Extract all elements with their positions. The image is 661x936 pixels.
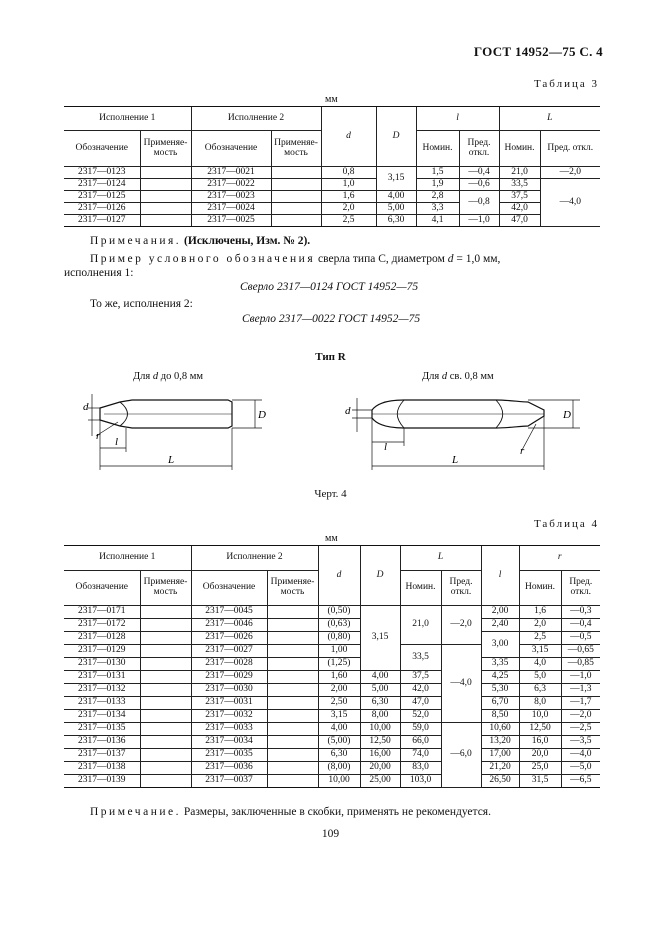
table-row — [64, 203, 600, 215]
cell: 25,0 — [519, 762, 561, 775]
note-2-label: Примечание. — [90, 806, 181, 818]
cell: 16,0 — [519, 736, 561, 749]
cell: —0,8 — [459, 191, 499, 215]
cell: 8,0 — [519, 697, 561, 710]
cell: 2317—0046 — [191, 619, 267, 632]
right-L-label: L — [452, 454, 459, 466]
th-oboz1: Обозначение — [64, 571, 140, 606]
cell: 3,3 — [416, 203, 459, 215]
cell — [267, 697, 318, 710]
table-row — [64, 710, 600, 723]
cell — [140, 723, 191, 736]
cell: 6,30 — [318, 749, 360, 762]
th-prim2: Применяе-мость — [271, 131, 321, 167]
cell: 16,00 — [360, 749, 400, 762]
cell — [271, 191, 321, 203]
cell — [271, 179, 321, 191]
cell: 12,50 — [360, 736, 400, 749]
th-D: D — [376, 107, 416, 167]
cell: —0,5 — [561, 632, 600, 645]
table-row — [64, 762, 600, 775]
th-L-nom: Номин. — [400, 571, 441, 606]
cell: 2317—0045 — [191, 606, 267, 619]
cell: 2317—0034 — [191, 736, 267, 749]
cell — [140, 203, 191, 215]
cell: 52,0 — [400, 710, 441, 723]
th-prim1: Применяе-мость — [140, 571, 191, 606]
th-oboz1: Обозначение — [64, 131, 140, 167]
cell — [140, 684, 191, 697]
cell: —0,4 — [561, 619, 600, 632]
cell: 2317—0139 — [64, 775, 140, 788]
cell: 2317—0133 — [64, 697, 140, 710]
cell: —1,7 — [561, 697, 600, 710]
cell: —1,0 — [459, 215, 499, 227]
cell: 4,1 — [416, 215, 459, 227]
cell: 21,0 — [499, 167, 540, 179]
th-L: L — [400, 546, 481, 571]
cell — [140, 671, 191, 684]
cell: 2317—0128 — [64, 632, 140, 645]
cell: 47,0 — [400, 697, 441, 710]
cell: 2317—0125 — [64, 191, 140, 203]
th-oboz2: Обозначение — [191, 131, 271, 167]
cell: —4,0 — [561, 749, 600, 762]
th-L-pred: Пред. откл. — [441, 571, 481, 606]
cell: 2317—0030 — [191, 684, 267, 697]
th-r-nom: Номин. — [519, 571, 561, 606]
cell: 2317—0171 — [64, 606, 140, 619]
th-L: L — [499, 107, 600, 131]
cell: 2317—0138 — [64, 762, 140, 775]
th-d: d — [321, 107, 376, 167]
cell — [271, 215, 321, 227]
cell: 2317—0032 — [191, 710, 267, 723]
cell: 2,00 — [481, 606, 519, 619]
cell: 2,00 — [318, 684, 360, 697]
cell: 6,30 — [360, 697, 400, 710]
table-row — [64, 167, 600, 179]
figure-title: Тип R — [315, 351, 346, 363]
cell: 8,50 — [481, 710, 519, 723]
cell: 4,00 — [360, 671, 400, 684]
drill-drawing — [0, 380, 661, 480]
cell: 2317—0033 — [191, 723, 267, 736]
cell: 47,0 — [499, 215, 540, 227]
note-2-text: Размеры, заключенные в скобки, применять не рекомендуется. — [183, 806, 491, 818]
cell: 5,00 — [360, 684, 400, 697]
cell: 2317—0031 — [191, 697, 267, 710]
cell: 33,5 — [499, 179, 540, 191]
cell: —2,5 — [561, 723, 600, 736]
cell — [140, 619, 191, 632]
figure-caption: Черт. 4 — [314, 488, 347, 500]
cell: —2,0 — [561, 710, 600, 723]
th-l-pred: Пред. откл. — [459, 131, 499, 167]
cell — [140, 606, 191, 619]
left-d-label: d — [83, 401, 89, 413]
cell: 37,5 — [400, 671, 441, 684]
cell: 5,00 — [376, 203, 416, 215]
cell: 6,3 — [519, 684, 561, 697]
cell: 5,30 — [481, 684, 519, 697]
cell: 2317—0137 — [64, 749, 140, 762]
right-D-label: D — [563, 409, 571, 421]
note-1-text: (Исключены, Изм. № 2). — [184, 235, 311, 247]
example-text-b: = 1,0 мм, — [456, 253, 501, 265]
right-l-label: l — [384, 441, 388, 453]
table-row — [64, 658, 600, 671]
cell — [267, 775, 318, 788]
cell: 2317—0124 — [64, 179, 140, 191]
cell: 42,0 — [400, 684, 441, 697]
cell: 0,8 — [321, 167, 376, 179]
cell: 33,5 — [400, 645, 441, 671]
cell: 2317—0127 — [64, 215, 140, 227]
designation-1: Сверло 2317—0124 ГОСТ 14952—75 — [240, 281, 419, 293]
cell: —2,0 — [540, 167, 600, 179]
cell: —0,65 — [561, 645, 600, 658]
cell: —6,0 — [441, 723, 481, 788]
right-caption-b: св. 0,8 мм — [449, 371, 494, 382]
cell: (0,63) — [318, 619, 360, 632]
cell: 2317—0021 — [191, 167, 271, 179]
cell — [267, 736, 318, 749]
cell: 2,5 — [321, 215, 376, 227]
example-text-c: исполнения 1: — [64, 267, 134, 279]
th-isp1: Исполнение 1 — [64, 107, 191, 131]
cell: 66,0 — [400, 736, 441, 749]
cell: 1,9 — [416, 179, 459, 191]
cell: 2317—0132 — [64, 684, 140, 697]
cell: 21,20 — [481, 762, 519, 775]
cell: 2,0 — [519, 619, 561, 632]
cell: 83,0 — [400, 762, 441, 775]
cell: 103,0 — [400, 775, 441, 788]
table-row — [64, 191, 600, 203]
cell: —2,0 — [441, 606, 481, 645]
cell — [140, 736, 191, 749]
cell — [267, 710, 318, 723]
th-d: d — [318, 546, 360, 606]
cell: 2317—0126 — [64, 203, 140, 215]
cell: 13,20 — [481, 736, 519, 749]
cell: 20,0 — [519, 749, 561, 762]
cell: 2317—0129 — [64, 645, 140, 658]
cell: 2,8 — [416, 191, 459, 203]
cell: —0,3 — [561, 606, 600, 619]
right-d-label: d — [345, 405, 351, 417]
th-prim2: Применяе-мость — [267, 571, 318, 606]
cell: 5,0 — [519, 671, 561, 684]
th-D: D — [360, 546, 400, 606]
th-isp2: Исполнение 2 — [191, 546, 318, 571]
cell — [140, 645, 191, 658]
cell — [140, 697, 191, 710]
designation-2: Сверло 2317—0022 ГОСТ 14952—75 — [242, 313, 421, 325]
cell: 42,0 — [499, 203, 540, 215]
left-caption-a: Для — [133, 371, 151, 382]
cell: 2317—0035 — [191, 749, 267, 762]
cell: 1,6 — [321, 191, 376, 203]
table3-unit: мм — [325, 94, 338, 105]
table-row — [64, 749, 600, 762]
cell: 59,0 — [400, 723, 441, 736]
cell: 4,0 — [519, 658, 561, 671]
cell: —6,5 — [561, 775, 600, 788]
cell: 1,60 — [318, 671, 360, 684]
table-row — [64, 215, 600, 227]
cell: 6,30 — [376, 215, 416, 227]
table-row — [64, 671, 600, 684]
table-row — [64, 723, 600, 736]
th-l: l — [481, 546, 519, 606]
cell — [267, 684, 318, 697]
cell — [140, 762, 191, 775]
cell: 74,0 — [400, 749, 441, 762]
cell: (0,50) — [318, 606, 360, 619]
cell: (0,80) — [318, 632, 360, 645]
table-row — [64, 736, 600, 749]
cell — [140, 749, 191, 762]
left-l-label: l — [115, 436, 119, 448]
cell: 2317—0131 — [64, 671, 140, 684]
right-r-label: r — [520, 445, 525, 457]
th-isp1: Исполнение 1 — [64, 546, 191, 571]
cell: 2317—0037 — [191, 775, 267, 788]
cell: —3,5 — [561, 736, 600, 749]
cell: 4,00 — [376, 191, 416, 203]
th-prim1: Применяе-мость — [140, 131, 191, 167]
table4-caption: Таблица 4 — [533, 518, 599, 530]
table-row — [64, 179, 600, 191]
table4 — [64, 545, 600, 788]
cell: 25,00 — [360, 775, 400, 788]
cell: 2,0 — [321, 203, 376, 215]
cell: 4,00 — [318, 723, 360, 736]
cell: —1,0 — [561, 671, 600, 684]
cell: 10,0 — [519, 710, 561, 723]
cell — [267, 762, 318, 775]
cell: 3,15 — [360, 606, 400, 671]
cell: 1,00 — [318, 645, 360, 658]
th-l: l — [416, 107, 499, 131]
cell: 2317—0136 — [64, 736, 140, 749]
cell: 2317—0172 — [64, 619, 140, 632]
cell: —0,4 — [459, 167, 499, 179]
cell: 2317—0036 — [191, 762, 267, 775]
left-drill — [88, 394, 262, 470]
cell — [140, 710, 191, 723]
cell: —0,6 — [459, 179, 499, 191]
table-row — [64, 684, 600, 697]
cell: —4,0 — [441, 645, 481, 723]
cell: 4,25 — [481, 671, 519, 684]
cell: 10,60 — [481, 723, 519, 736]
cell: 10,00 — [360, 723, 400, 736]
cell: 2,5 — [519, 632, 561, 645]
cell — [140, 167, 191, 179]
cell: 2317—0135 — [64, 723, 140, 736]
page-header: ГОСТ 14952—75 С. 4 — [473, 44, 603, 59]
cell — [267, 632, 318, 645]
cell — [267, 671, 318, 684]
table-row — [64, 697, 600, 710]
cell — [140, 632, 191, 645]
cell: 2317—0022 — [191, 179, 271, 191]
note-2 — [90, 806, 491, 818]
example-label: Пример условного обозначения — [90, 253, 316, 265]
cell: 2317—0025 — [191, 215, 271, 227]
cell: 3,15 — [519, 645, 561, 658]
table-row — [64, 606, 600, 619]
cell: 2317—0023 — [191, 191, 271, 203]
cell — [140, 179, 191, 191]
cell — [267, 658, 318, 671]
cell — [271, 167, 321, 179]
cell: 2,40 — [481, 619, 519, 632]
cell: 31,5 — [519, 775, 561, 788]
th-r: r — [519, 546, 600, 571]
th-L-pred: Пред. откл. — [540, 131, 600, 167]
th-oboz2: Обозначение — [191, 571, 267, 606]
cell: 21,0 — [400, 606, 441, 645]
cell: 1,0 — [321, 179, 376, 191]
cell: 2317—0134 — [64, 710, 140, 723]
left-caption-d: d — [152, 371, 159, 382]
page-number: 109 — [321, 828, 340, 840]
right-caption-d: d — [441, 371, 448, 382]
example-text-a: сверла типа С, диаметром — [318, 253, 445, 265]
cell: 12,50 — [519, 723, 561, 736]
cell: —0,85 — [561, 658, 600, 671]
cell: (5,00) — [318, 736, 360, 749]
note-1 — [90, 235, 310, 247]
left-caption-b: до 0,8 мм — [160, 371, 203, 382]
table-row — [64, 632, 600, 645]
note-1-label: Примечания. — [90, 235, 182, 247]
cell — [140, 775, 191, 788]
cell: 26,50 — [481, 775, 519, 788]
table3-caption: Таблица 3 — [533, 78, 599, 90]
cell: —5,0 — [561, 762, 600, 775]
th-r-pred: Пред. откл. — [561, 571, 600, 606]
cell — [140, 191, 191, 203]
cell: 2317—0027 — [191, 645, 267, 658]
table3 — [64, 106, 600, 227]
right-caption-a: Для — [422, 371, 440, 382]
cell: 2317—0029 — [191, 671, 267, 684]
cell — [140, 658, 191, 671]
left-D-label: D — [258, 409, 266, 421]
table-row — [64, 619, 600, 632]
cell — [267, 619, 318, 632]
cell — [267, 749, 318, 762]
cell: 37,5 — [499, 191, 540, 203]
table-row — [64, 775, 600, 788]
cell — [267, 606, 318, 619]
cell: (8,00) — [318, 762, 360, 775]
cell: 2317—0026 — [191, 632, 267, 645]
cell: 2,50 — [318, 697, 360, 710]
left-r-label: r — [96, 430, 101, 442]
right-drill — [352, 398, 580, 470]
cell: 2317—0130 — [64, 658, 140, 671]
cell: —1,3 — [561, 684, 600, 697]
same-text: То же, исполнения 2: — [90, 298, 193, 310]
cell — [271, 203, 321, 215]
cell: (1,25) — [318, 658, 360, 671]
cell: 2317—0028 — [191, 658, 267, 671]
cell: 8,00 — [360, 710, 400, 723]
cell: 3,15 — [318, 710, 360, 723]
cell: 3,35 — [481, 658, 519, 671]
cell: 2317—0024 — [191, 203, 271, 215]
cell: 10,00 — [318, 775, 360, 788]
example-paragraph — [90, 253, 600, 265]
th-isp2: Исполнение 2 — [191, 107, 321, 131]
cell: 1,5 — [416, 167, 459, 179]
table4-unit: мм — [325, 533, 338, 544]
cell: —4,0 — [540, 179, 600, 227]
cell: 2317—0123 — [64, 167, 140, 179]
th-L-nom: Номин. — [499, 131, 540, 167]
cell — [267, 723, 318, 736]
th-l-nom: Номин. — [416, 131, 459, 167]
cell — [140, 215, 191, 227]
cell: 17,00 — [481, 749, 519, 762]
example-d: d — [447, 253, 454, 265]
table-row — [64, 645, 600, 658]
cell: 6,70 — [481, 697, 519, 710]
left-L-label: L — [168, 454, 175, 466]
cell: 3,15 — [376, 167, 416, 191]
cell: 20,00 — [360, 762, 400, 775]
cell — [267, 645, 318, 658]
cell: 1,6 — [519, 606, 561, 619]
cell: 3,00 — [481, 632, 519, 658]
